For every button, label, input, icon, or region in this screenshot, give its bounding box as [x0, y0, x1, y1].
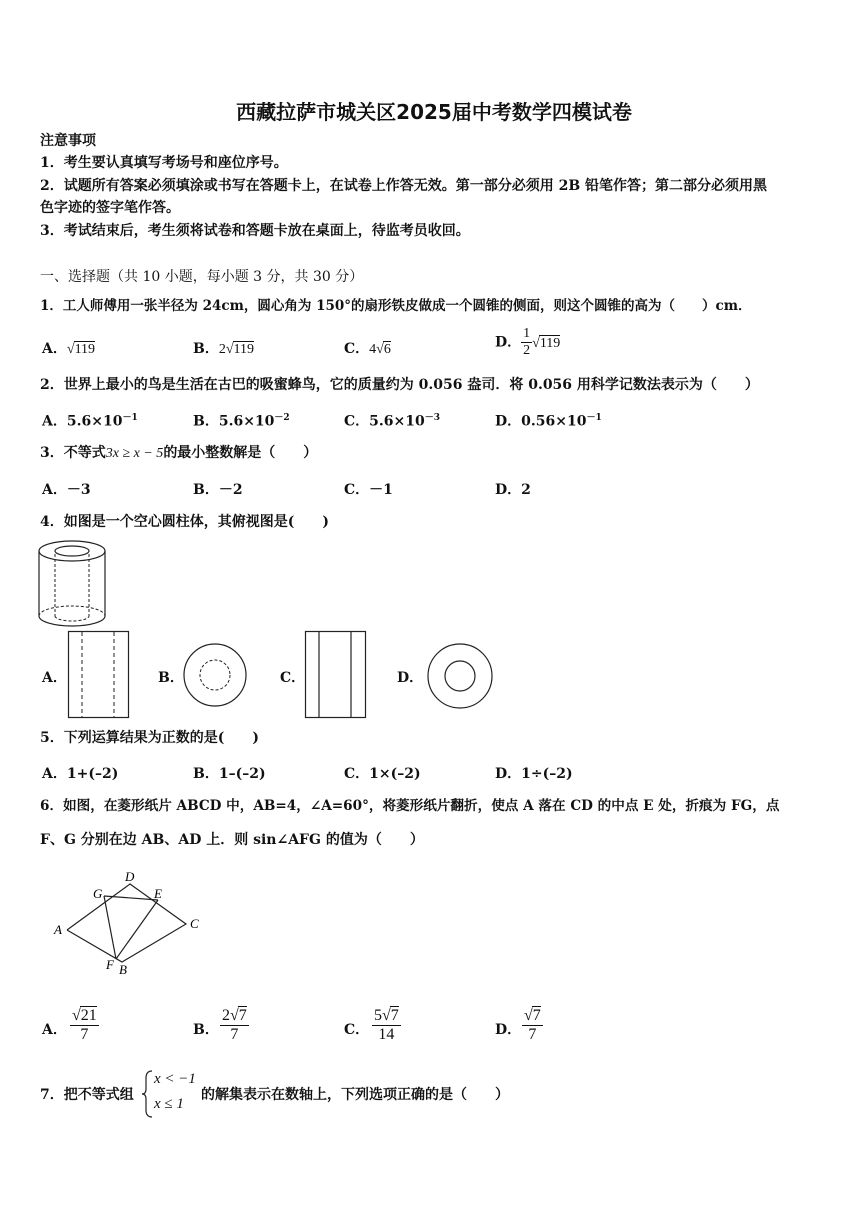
- q1-option-c: [344, 338, 391, 358]
- q4-option-b-label: B．: [158, 670, 184, 686]
- q1-b-value: 2√119: [218, 342, 255, 357]
- q6-d-num: √7: [524, 1007, 541, 1024]
- q6-b-coef: 2: [222, 1007, 230, 1024]
- q1-option-a: [42, 338, 95, 358]
- q2-a-exp: －1: [122, 413, 138, 423]
- q4-option-a-label: A．: [42, 670, 67, 686]
- rhombus-figure: [50, 870, 210, 976]
- q4-option-d-label: D．: [397, 670, 424, 686]
- label-c: C: [190, 916, 199, 931]
- q2-b-text: B．5.6×10: [193, 413, 275, 430]
- q1-a-label: A．: [42, 341, 67, 357]
- q1-c-radicand: 6: [383, 342, 391, 357]
- q6-c-radicand: 7: [390, 1007, 399, 1024]
- question-1: 1．工人师傅用一张半径为 24cm，圆心角为 150°的扇形铁皮做成一个圆锥的侧面，则这个圆锥的高为（ ）cm．: [40, 298, 752, 314]
- q5-option-d: D．1÷(–2): [495, 766, 573, 782]
- page-title: 西藏拉萨市城关区2025届中考数学四模试卷: [236, 100, 632, 124]
- q6-a-den: 7: [80, 1026, 89, 1043]
- q5-option-a: A．1+(–2): [42, 766, 119, 782]
- q3-option-a: A．－3: [42, 482, 91, 498]
- q1-b-coef: 2: [218, 342, 226, 357]
- q2-d-exp: －1: [586, 413, 602, 423]
- q6-c-num: 5√7: [374, 1007, 399, 1024]
- question-7-pre: 7．把不等式组: [40, 1087, 134, 1103]
- q7-ineq-1: x < −1: [154, 1071, 196, 1087]
- q1-b-label: B．: [193, 341, 219, 357]
- label-f: F: [106, 957, 114, 972]
- label-b: B: [119, 962, 127, 977]
- q6-option-a-value: [70, 1006, 99, 1044]
- q1-c-label: C．: [344, 341, 370, 357]
- q4-option-b-figure: [183, 643, 247, 707]
- q6-a-radicand: 21: [80, 1007, 97, 1024]
- left-brace-icon: [142, 1070, 154, 1118]
- notice-item-3: 3．考试结束后，考生须将试卷和答题卡放在桌面上，待监考员收回。: [40, 223, 470, 239]
- notice-item-1: 1．考生要认真填写考场号和座位序号。: [40, 155, 288, 171]
- q3-expression: 3x ≥ x − 5: [105, 446, 164, 461]
- q6-option-d-value: [522, 1006, 543, 1044]
- q5-option-c: C．1×(–2): [344, 766, 421, 782]
- q2-c-exp: －3: [424, 413, 440, 423]
- q2-option-d: [495, 410, 602, 431]
- notice-item-2: 2．试题所有答案必须填涂或书写在答题卡上，在试卷上作答无效。第一部分必须用 2B 铅笔作答；第二部分必须用黑: [40, 178, 768, 194]
- q3-option-b: B．－2: [193, 482, 243, 498]
- q2-option-c: [344, 410, 440, 431]
- q1-c-coef: 4: [369, 342, 377, 357]
- question-4: 4．如图是一个空心圆柱体，其俯视图是( ): [40, 514, 329, 530]
- q6-c-coef: 5: [374, 1007, 382, 1024]
- q4-option-c-label: C．: [280, 670, 306, 686]
- q2-c-text: C．5.6×10: [344, 413, 425, 430]
- label-d: D: [125, 869, 135, 884]
- q6-option-a-label: A．: [42, 1022, 67, 1038]
- q6-option-d-label: D．: [495, 1022, 522, 1038]
- q4-option-d-figure: [427, 643, 493, 709]
- q1-d-den: 2: [523, 343, 531, 358]
- q6-option-b-label: B．: [193, 1022, 219, 1038]
- q6-a-fraction: [70, 1006, 99, 1044]
- q1-option-b: [193, 338, 254, 358]
- q3-pre: 3．不等式: [40, 445, 106, 461]
- label-g: G: [93, 886, 103, 901]
- q6-a-num: √21: [72, 1007, 97, 1024]
- q3-option-c: C．－1: [344, 482, 393, 498]
- label-e: E: [154, 886, 162, 901]
- question-3: [40, 442, 317, 465]
- q2-a-text: A．5.6×10: [42, 413, 123, 430]
- hollow-cylinder-figure: [36, 538, 108, 630]
- q1-b-radicand: 119: [233, 342, 255, 357]
- q2-b-exp: －2: [274, 413, 290, 423]
- q6-d-fraction: [522, 1006, 543, 1044]
- q3-option-d: D．2: [495, 482, 531, 498]
- question-5: 5．下列运算结果为正数的是( ): [40, 730, 259, 746]
- q6-option-c-label: C．: [344, 1022, 370, 1038]
- q5-option-b: B．1–(–2): [193, 766, 266, 782]
- q2-d-text: D．0.56×10: [495, 413, 587, 430]
- question-2: 2．世界上最小的鸟是生活在古巴的吸蜜蜂鸟，它的质量约为 0.056 盎司．将 0.056 用科学记数法表示为（ ）: [40, 377, 759, 393]
- q1-a-value: √119: [66, 342, 96, 357]
- q3-post: 的最小整数解是（ ）: [163, 445, 318, 461]
- q6-b-fraction: [220, 1006, 249, 1044]
- notice-item-2-cont: 色字迹的签字笔作答。: [40, 200, 180, 216]
- q2-option-b: [193, 410, 290, 431]
- q7-ineq-2: x ≤ 1: [154, 1096, 184, 1112]
- q6-b-radicand: 7: [238, 1007, 247, 1024]
- q6-b-den: 7: [230, 1026, 239, 1043]
- q6-option-c-value: [372, 1006, 401, 1044]
- q6-option-b-value: [220, 1006, 249, 1044]
- q1-d-radicand: 119: [539, 335, 561, 351]
- q1-a-radicand: 119: [74, 342, 96, 357]
- q1-d-num: 1: [523, 326, 531, 341]
- q6-c-fraction: [372, 1006, 401, 1044]
- q6-c-den: 14: [378, 1026, 395, 1043]
- question-6-line-1: 6．如图，在菱形纸片 ABCD 中，AB=4，∠A=60°，将菱形纸片翻折，使点 A 落在 CD 的中点 E 处，折痕为 FG，点: [40, 798, 780, 814]
- q6-d-radicand: 7: [532, 1007, 541, 1024]
- q4-option-a-figure: [68, 631, 130, 719]
- q1-option-d: [495, 326, 560, 359]
- q2-option-a: [42, 410, 138, 431]
- q1-d-label: D．: [495, 334, 522, 351]
- q1-d-fraction: [521, 326, 532, 359]
- q1-c-value: 4√6: [369, 342, 391, 357]
- section-heading: 一、选择题（共 10 小题，每小题 3 分，共 30 分）: [40, 269, 364, 285]
- notice-heading: 注意事项: [40, 133, 96, 149]
- question-6-line-2: F、G 分别在边 AB、AD 上．则 sin∠AFG 的值为（ ）: [40, 832, 424, 848]
- q1-d-value: √119: [532, 335, 561, 351]
- question-7-post: 的解集表示在数轴上，下列选项正确的是（ ）: [201, 1087, 509, 1103]
- q6-b-num: 2√7: [222, 1007, 247, 1024]
- q4-option-c-figure: [305, 631, 367, 719]
- q6-d-den: 7: [528, 1026, 537, 1043]
- label-a: A: [54, 922, 62, 937]
